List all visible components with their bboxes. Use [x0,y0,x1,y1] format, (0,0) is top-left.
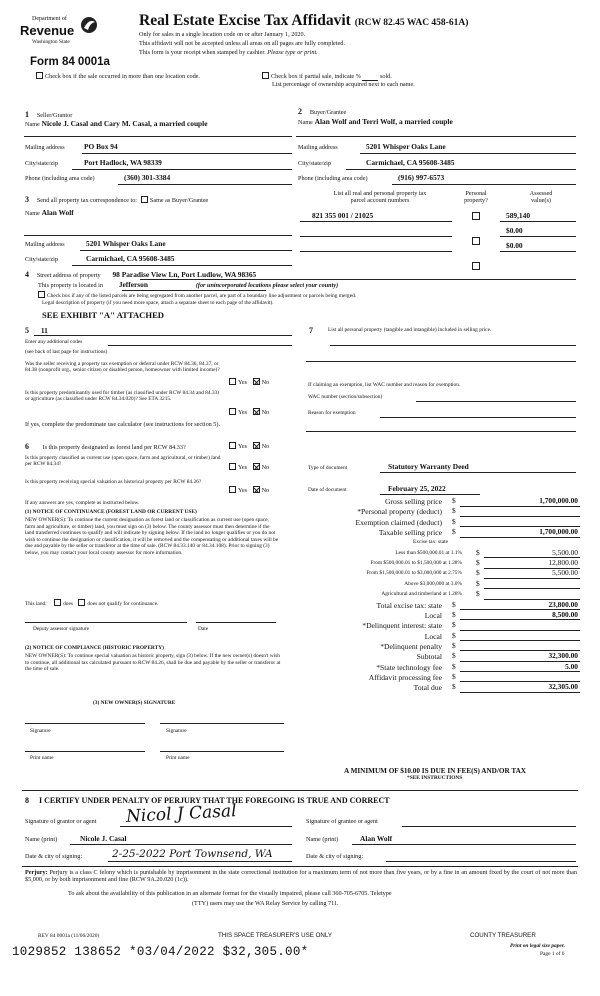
sec7-line-2 [306,361,576,362]
checkbox-personal-property[interactable] [472,237,480,245]
owner-sig-line-1 [25,723,145,724]
footer-print-legal [510,943,565,949]
corr-mail-line [80,250,292,251]
sec6-q1-answer [229,442,269,450]
grantor-sig-label: Signature of grantor or agent [25,818,97,825]
sec5-q1: Was the seller receiving a property tax exemption or deferral under RCW 84.36, 84.37, or 84.38 (nonprofit org., senior citizen or disabled person, homeowner with limited income)? [25,361,220,374]
sec6-q1-row [25,442,186,452]
no-label: No [261,379,270,386]
does-not-label: does not qualify for continuance. [87,601,159,607]
sec5-q1-answer [229,378,269,386]
grantor-signature[interactable]: Nicol J Casal [125,801,238,827]
sec6-this-land [25,599,158,607]
checkbox-sec6-q1-no[interactable] [253,442,260,449]
property-street-label: Street address of property [36,272,101,279]
parcel-hdr-1 [322,190,438,205]
tax-row-label: From $1,500,000.01 to $3,000,000 at 2.75% [366,570,462,577]
property-exhibit[interactable]: SEE EXHIBIT "A" ATTACHED [42,310,165,320]
yes-label: Yes [238,409,248,416]
tax-row-label: *Personal property (deduct) [357,507,442,517]
property-segregated-label: Check box if any of the listed parcels are being segregated from another parcel, are part of a boundary line adjustment or parcels being merged. [47,293,357,299]
tax-row-label: Above $3,000,000 at 3.0% [404,580,462,587]
checkbox-multi-location[interactable] [36,72,43,79]
buyer-mail-line [360,153,576,154]
footer-county-treasurer: COUNTY TREASURER [470,932,536,939]
seller-city-label: City/state/zip [25,160,58,167]
seller-mail[interactable]: PO Box 94 [84,142,118,151]
grantee-date-line [386,861,576,862]
sec7-reason-label: Reason for exemption [308,410,356,416]
seller-name[interactable]: Nicole J. Casal and Cary M. Casal, a married couple [41,119,208,128]
form-rcw: (RCW 82.45 WAC 458-61A) [354,18,469,28]
dor-swirl-icon [80,14,98,36]
parcel-hdr-3a: Assessed [529,190,553,197]
sec6-q3: Is this property receiving special valuation as historical property per RCW 84.26? [25,479,202,485]
checkbox-personal-property[interactable] [472,212,480,220]
sec6-q2-answer [229,463,269,471]
sec7-reason-line [380,417,576,418]
dollar-sign: $ [452,620,456,630]
parcel-line [300,236,452,237]
header-note-3a: This form is your receipt when stamped by cashier. [139,49,266,56]
tax-row-value[interactable]: 32,305.00 [548,682,578,692]
owner-sig-label-2: Signature [166,728,187,734]
doc-type-label: Type of document [308,465,348,471]
tax-row-value[interactable]: 1,700,000.00 [539,496,578,505]
form-number: Form 84 0001a [30,56,110,68]
yes-label: Yes [238,487,248,494]
sec6-n2-title: (2) NOTICE OF COMPLIANCE (HISTORIC PROPERTY) [25,645,164,651]
doc-date-line [380,494,480,495]
property-num: 4 [25,270,29,279]
tax-row-value[interactable]: 5,500.00 [552,568,578,578]
seller-city[interactable]: Port Hadlock, WA 98339 [84,158,162,167]
grantor-date-line [108,861,292,862]
footer-page: Page 1 of 6 [540,951,565,957]
form-title [139,12,468,31]
buyer-mail[interactable]: 5201 Whisper Oaks Lane [366,142,446,151]
dept-name: Revenue [20,23,75,38]
parcel-hdr-2b: property? [464,197,488,205]
does-label: does [63,601,73,607]
checkbox-sec5-q2-yes[interactable] [229,408,236,415]
checkbox-sec6-q3-yes[interactable] [229,486,236,493]
parcel-number[interactable]: 821 355 001 / 21025 [312,211,374,220]
owner-sig-label-1: Signature [30,728,51,734]
tax-row-label: Exemption claimed (deduct) [355,517,442,527]
corr-heading [25,195,208,205]
tax-row-value[interactable]: 1,700,000.00 [539,527,578,537]
corr-city-line [72,265,292,266]
tax-row-value[interactable]: 23,800.00 [548,599,578,609]
this-land-label: This land: [25,601,47,607]
checkbox-sec6-q3-no[interactable] [253,486,260,493]
dollar-sign: $ [476,547,480,557]
sec6-q1: Is this property designated as forest land per RCW 84.33? [42,444,186,451]
buyer-name-label: Name [298,119,313,126]
grantor-date[interactable]: 2-25-2022 Port Townsend, WA [112,848,273,860]
sec8-top-rule [22,790,578,791]
grantee-name[interactable]: Alan Wolf [360,834,393,843]
dollar-sign: $ [476,568,480,578]
sec6-n2-body: NEW OWNER(S): To continue special valuation as historic property, sign (3) below. If the new owner(s) doesn't wish to continue, all additional tax calculated pursuant to RCW 84.26, shall be due and payable by the seller or transferor at the time of sale. [25,653,281,673]
seller-mail-label: Mailing address [25,144,65,151]
footer-rev: REV 84 0001a (11/06/2020) [38,933,100,939]
seller-name-row [25,120,208,129]
corr-num: 3 [25,195,29,204]
tax-value-line [460,630,580,631]
tax-row-label: Total due [413,683,442,693]
buyer-divider [296,136,576,137]
seller-num: 1 [25,110,29,119]
dollar-sign: $ [452,599,456,609]
dept-of-label: Department of [32,16,67,22]
perjury-label: Perjury: [25,869,48,876]
buyer-heading-label: Buyer/Grantee [309,109,347,116]
sec5-q2-answer [229,408,269,416]
sec6-n1-title: (1) NOTICE OF CONTINUANCE (FOREST LAND OR CURRENT USE) [25,509,197,515]
sec6-n1-body: NEW OWNER(S): To continue the current designation as forest land or classification as current use (open space, farm and agriculture, or timber) land, you must sign on (3) below. The county assessor must then determine if the land transferred continues to qualify and will indicate by signing below. If the land no longer qualifies or you do not wish to continue the designation or classification, it will be removed and the compensating or additional taxes will be due and payable by the seller or transferor at the time of sale. (RCW 84.33.140 or 84.34.108). Prior to signing (3) below, you may contact your local county assessor for more information. [25,517,279,556]
dollar-sign: $ [452,661,456,671]
checkbox-sec6-q1-yes[interactable] [229,442,236,449]
header-note-3b: Please type or print. [267,49,318,56]
doc-date-label: Date of document [308,487,347,493]
seller-mail-line [82,153,292,154]
corr-mail[interactable]: 5201 Whisper Oaks Lane [86,239,166,248]
dept-state: Washington State [32,39,70,45]
alt-format-2: (TTY) users may use the WA Relay Service by calling 711. [192,900,339,907]
header-note-2: This affidavit will not be accepted unless all areas on all pages are fully completed. [139,40,345,47]
tax-row-label: Affidavit processing fee [368,672,442,682]
yes-label: Yes [238,379,248,386]
corr-same-label: Same as Buyer/Grantee [149,197,209,204]
doc-type-line [380,472,576,473]
property-located-row [38,281,338,290]
check-multi-location[interactable] [36,72,200,80]
tax-value-line [460,516,580,517]
owner-print-label-2: Print name [166,755,190,761]
tax-row-label: Subtotal [416,652,442,662]
seller-phone[interactable]: (360) 301-3384 [124,173,171,182]
yes-label: Yes [238,443,248,450]
owner-sig-line-2 [160,723,284,724]
grantee-sig-label: Signature of grantee or agent [306,818,378,825]
sec6-q2: Is this property classified as current use (open space, farm and agricultural, or timber) land per RCW 84.34? [25,455,221,468]
parcel-line [300,251,452,252]
dollar-sign: $ [476,558,480,568]
corr-name-row [25,209,74,218]
owner-print-label-1: Print name [30,755,54,761]
tax-value-line [460,671,580,672]
buyer-name-row [298,118,453,127]
grantee-name-line [352,844,576,845]
corr-name-line [24,235,292,236]
deputy-date-label: Date [198,626,209,632]
checkbox-land-does[interactable] [54,599,61,606]
buyer-city[interactable]: Carmichael, CA 95608-3485 [366,158,455,167]
check-partial-label: Check box if partial sale, indicate % [271,73,361,80]
sec5-codes-label: Enter any additional codes [25,339,83,345]
sec7-line-1 [330,345,576,346]
sec5-code[interactable]: 11 [40,326,48,335]
tax-value-line [460,640,580,641]
parcel-hdr-3b: value(s) [531,197,551,205]
tax-row-label: Local [424,610,442,620]
buyer-phone-line [392,184,576,185]
sec5-q2: Is this property predominantly used for timber (as classified under RCW 84.34 and 84.33) or agriculture (as classified under RCW 84.34.020)? See ETA 3215. [25,390,220,403]
doc-date[interactable]: February 25, 2022 [388,484,446,493]
grantor-name-label: Name (print) [25,836,58,843]
owner-print-line-1 [25,751,145,752]
sold-label: sold. [379,73,392,80]
seller-phone-line [118,184,292,185]
buyer-city-label: City/state/zip [298,160,331,167]
checkbox-partial-sale[interactable] [262,72,269,79]
sec7-wac-line [416,401,576,402]
grantee-date-label: Date & city of signing: [306,853,364,860]
checkbox-segregated[interactable] [38,291,45,298]
sec6-if-any: If any answers are yes, complete as instructed below. [25,500,140,506]
checkbox-sec5-q2-no[interactable] [253,408,260,415]
no-label: No [261,487,270,494]
grantor-sig-line [120,826,292,827]
parcel-hdr-2a: Personal [465,190,487,197]
tax-row-label: Local [424,631,442,641]
sec7-reason-line-2 [306,431,576,432]
sec7-num: 7 [309,326,313,335]
tax-see-instr: *SEE INSTRUCTIONS [407,775,463,781]
tax-row-value[interactable]: 5,500.00 [552,547,578,557]
checkbox-personal-property[interactable] [472,262,480,270]
property-located-note: (for unincorporated locations please select your county) [195,282,339,289]
tax-row-value[interactable]: 5.00 [565,661,578,671]
corr-mail-label: Mailing address [25,241,65,248]
dollar-sign: $ [452,506,456,516]
sec8-num: 8 [25,796,29,805]
tax-row-label: From $500,000.01 to $1,500,000 at 1.28% [370,560,462,567]
grantee-name-label: Name (print) [306,836,339,843]
dollar-sign: $ [476,589,480,599]
parcel-hdr-3 [516,190,566,205]
alt-format-1: To ask about the availability of this publication in an alternate format for the visually impaired, please call 360-705-6705. Teletype [68,890,392,897]
tax-row-value[interactable]: 12,800.00 [548,558,578,568]
checkbox-sec6-q2-yes[interactable] [229,463,236,470]
checkbox-sec5-q1-no[interactable] [253,378,260,385]
sec5-codes-line [108,345,292,346]
property-located-label: This property is located in [38,282,103,289]
sec6-num: 6 [25,442,29,451]
dollar-sign: $ [452,630,456,640]
perjury-text [25,869,577,884]
header-note-1: Only for sales in a single location code on or after January 1, 2020. [139,31,306,38]
corr-city-label: City/state/zip [25,256,58,263]
tax-row-label: Gross selling price [385,497,442,506]
sec5-num: 5 [25,326,29,335]
corr-label: Send all property tax correspondence to: [36,197,138,204]
seller-name-label: Name [25,121,40,128]
tax-value-line [484,588,580,589]
dollar-sign: $ [452,682,456,692]
sec5-code-line [34,335,292,336]
deputy-date-line [196,622,276,623]
assessed-line [500,251,576,252]
seller-heading-label: Seller/Grantor [36,112,73,119]
footer-treasurer-space: THIS SPACE TREASURER'S USE ONLY [218,932,332,939]
dollar-sign: $ [452,671,456,681]
parcel-hdr-1a: List all real and personal property tax [333,190,427,197]
sec7-row [309,326,313,336]
dollar-sign: $ [452,496,456,505]
buyer-name[interactable]: Alan Wolf and Terri Wolf, a married couple [314,117,453,126]
tax-row-label: *Delinquent penalty [380,641,442,651]
grantor-date-label: Date & city of signing: [25,853,83,860]
tax-row-label: Total excise tax: state [376,600,442,610]
dor-logo [18,14,102,54]
sec5-codes-note: (see back of last page for instructions) [25,349,108,355]
deputy-sig-line [25,622,187,623]
cashier-receipt-stamp: 1029852 138652 *03/04/2022 $32,305.00* [12,945,309,959]
header-note-3 [139,49,318,56]
dollar-sign: $ [452,640,456,650]
print-legal-text: Print on legal size paper. [510,943,565,949]
buyer-city-line [346,169,576,170]
property-located[interactable]: Jefferson [118,280,148,289]
tax-row-label: Agricultural and timberland at 1.28% [381,591,462,598]
corr-name[interactable]: Alan Wolf [41,208,74,217]
grantor-name[interactable]: Nicole J. Casal [80,834,127,843]
yes-label: Yes [238,464,248,471]
assessed-value[interactable]: 589,140 [506,211,531,220]
tax-row-label: Excise tax: state [412,539,448,546]
corr-city[interactable]: Carmichael, CA 95608-3485 [86,254,175,263]
owner-print-line-2 [160,751,284,752]
property-street-line [140,279,576,280]
buyer-num: 2 [298,107,302,116]
tax-row-label: Less than $500,000.01 at 1.1% [395,549,462,556]
buyer-mail-label: Mailing address [298,144,338,151]
parcel-line [300,221,452,222]
sec7-wac-label: WAC number (section/subsection) [308,394,383,400]
seller-phone-label: Phone (including area code) [25,175,95,182]
parcel-hdr-1b: parcel account numbers [350,197,410,205]
property-legal-label: Legal description of property (if you need more space, attach a separate sheet to each page of the affidavit). [42,300,274,306]
sec5-predominant: If yes, complete the predominate use calculator (see instructions for section 5). [25,421,221,428]
property-segregated-row[interactable] [38,291,356,299]
no-label: No [261,443,270,450]
dollar-sign: $ [452,527,456,537]
no-label: No [261,409,270,416]
checkbox-sec5-q1-yes[interactable] [229,378,236,385]
dollar-sign: $ [476,578,480,588]
assessed-line [500,236,576,237]
no-label: No [261,464,270,471]
checkbox-same-as-buyer[interactable] [141,196,148,203]
sec6-n3-title: (3) NEW OWNER(S) SIGNATURE [93,700,176,706]
tax-row-value[interactable]: 32,300.00 [548,651,578,661]
assessed-line [500,221,576,222]
checkbox-land-does-not[interactable] [78,599,85,606]
form-title-text: Real Estate Excise Tax Affidavit [139,12,351,29]
buyer-phone[interactable]: (916) 997-6573 [398,173,445,182]
assessed-value[interactable]: $0.00 [506,241,523,250]
doc-type[interactable]: Statutory Warranty Deed [388,462,469,471]
sec7-label: List all personal property (tangible and intangible) included in selling price. [328,327,492,333]
sec6-q3-answer [229,486,269,494]
seller-divider [24,136,292,137]
parcel-hdr-2 [456,190,496,205]
seller-city-line [72,169,292,170]
tax-row-value[interactable]: 8,500.00 [552,609,578,619]
corr-name-label: Name [25,210,40,217]
list-pct-note: List percentage of ownership acquired next to each name. [272,81,415,88]
buyer-heading [298,107,346,117]
perjury-rule [22,866,578,867]
dollar-sign: $ [452,516,456,526]
dollar-sign: $ [452,651,456,661]
check-multi-label: Check box if the sale occurred in more than one location code. [45,73,200,80]
tax-row-label: *Delinquent interest: state [362,621,442,631]
sec7-exempt-label: If claiming an exemption, list WAC number and reason for exemption. [308,382,461,388]
sec8-certify: I CERTIFY UNDER PENALTY OF PERJURY THAT THE FOREGOING IS TRUE AND CORRECT [39,796,390,805]
dollar-sign: $ [452,609,456,619]
grantor-name-line [70,844,292,845]
perjury-body: Perjury is a class C felony which is punishable by imprisonment in the state correctional institution for a maximum term of not more than five years, or by a fine in an amount fixed by the court of not more than $5,000, or by both imprisonment and fine (RCW 9A.20.020 (1c)). [25,869,577,884]
tax-row-label: Taxable selling price [378,528,442,538]
deputy-sig-label: Deputy assessor signature [33,626,89,632]
buyer-phone-label: Phone (including area code) [298,175,368,182]
property-street[interactable]: 98 Paradise View Ln, Port Ludlow, WA 98365 [112,270,257,279]
grantee-sig-line [402,826,576,827]
tax-minimum: A MINIMUM OF $10.00 IS DUE IN FEE(S) AND/OR TAX [344,767,526,775]
tax-row-label: *State technology fee [376,662,442,672]
checkbox-sec6-q2-no[interactable] [253,463,260,470]
assessed-value[interactable]: $0.00 [506,226,523,235]
